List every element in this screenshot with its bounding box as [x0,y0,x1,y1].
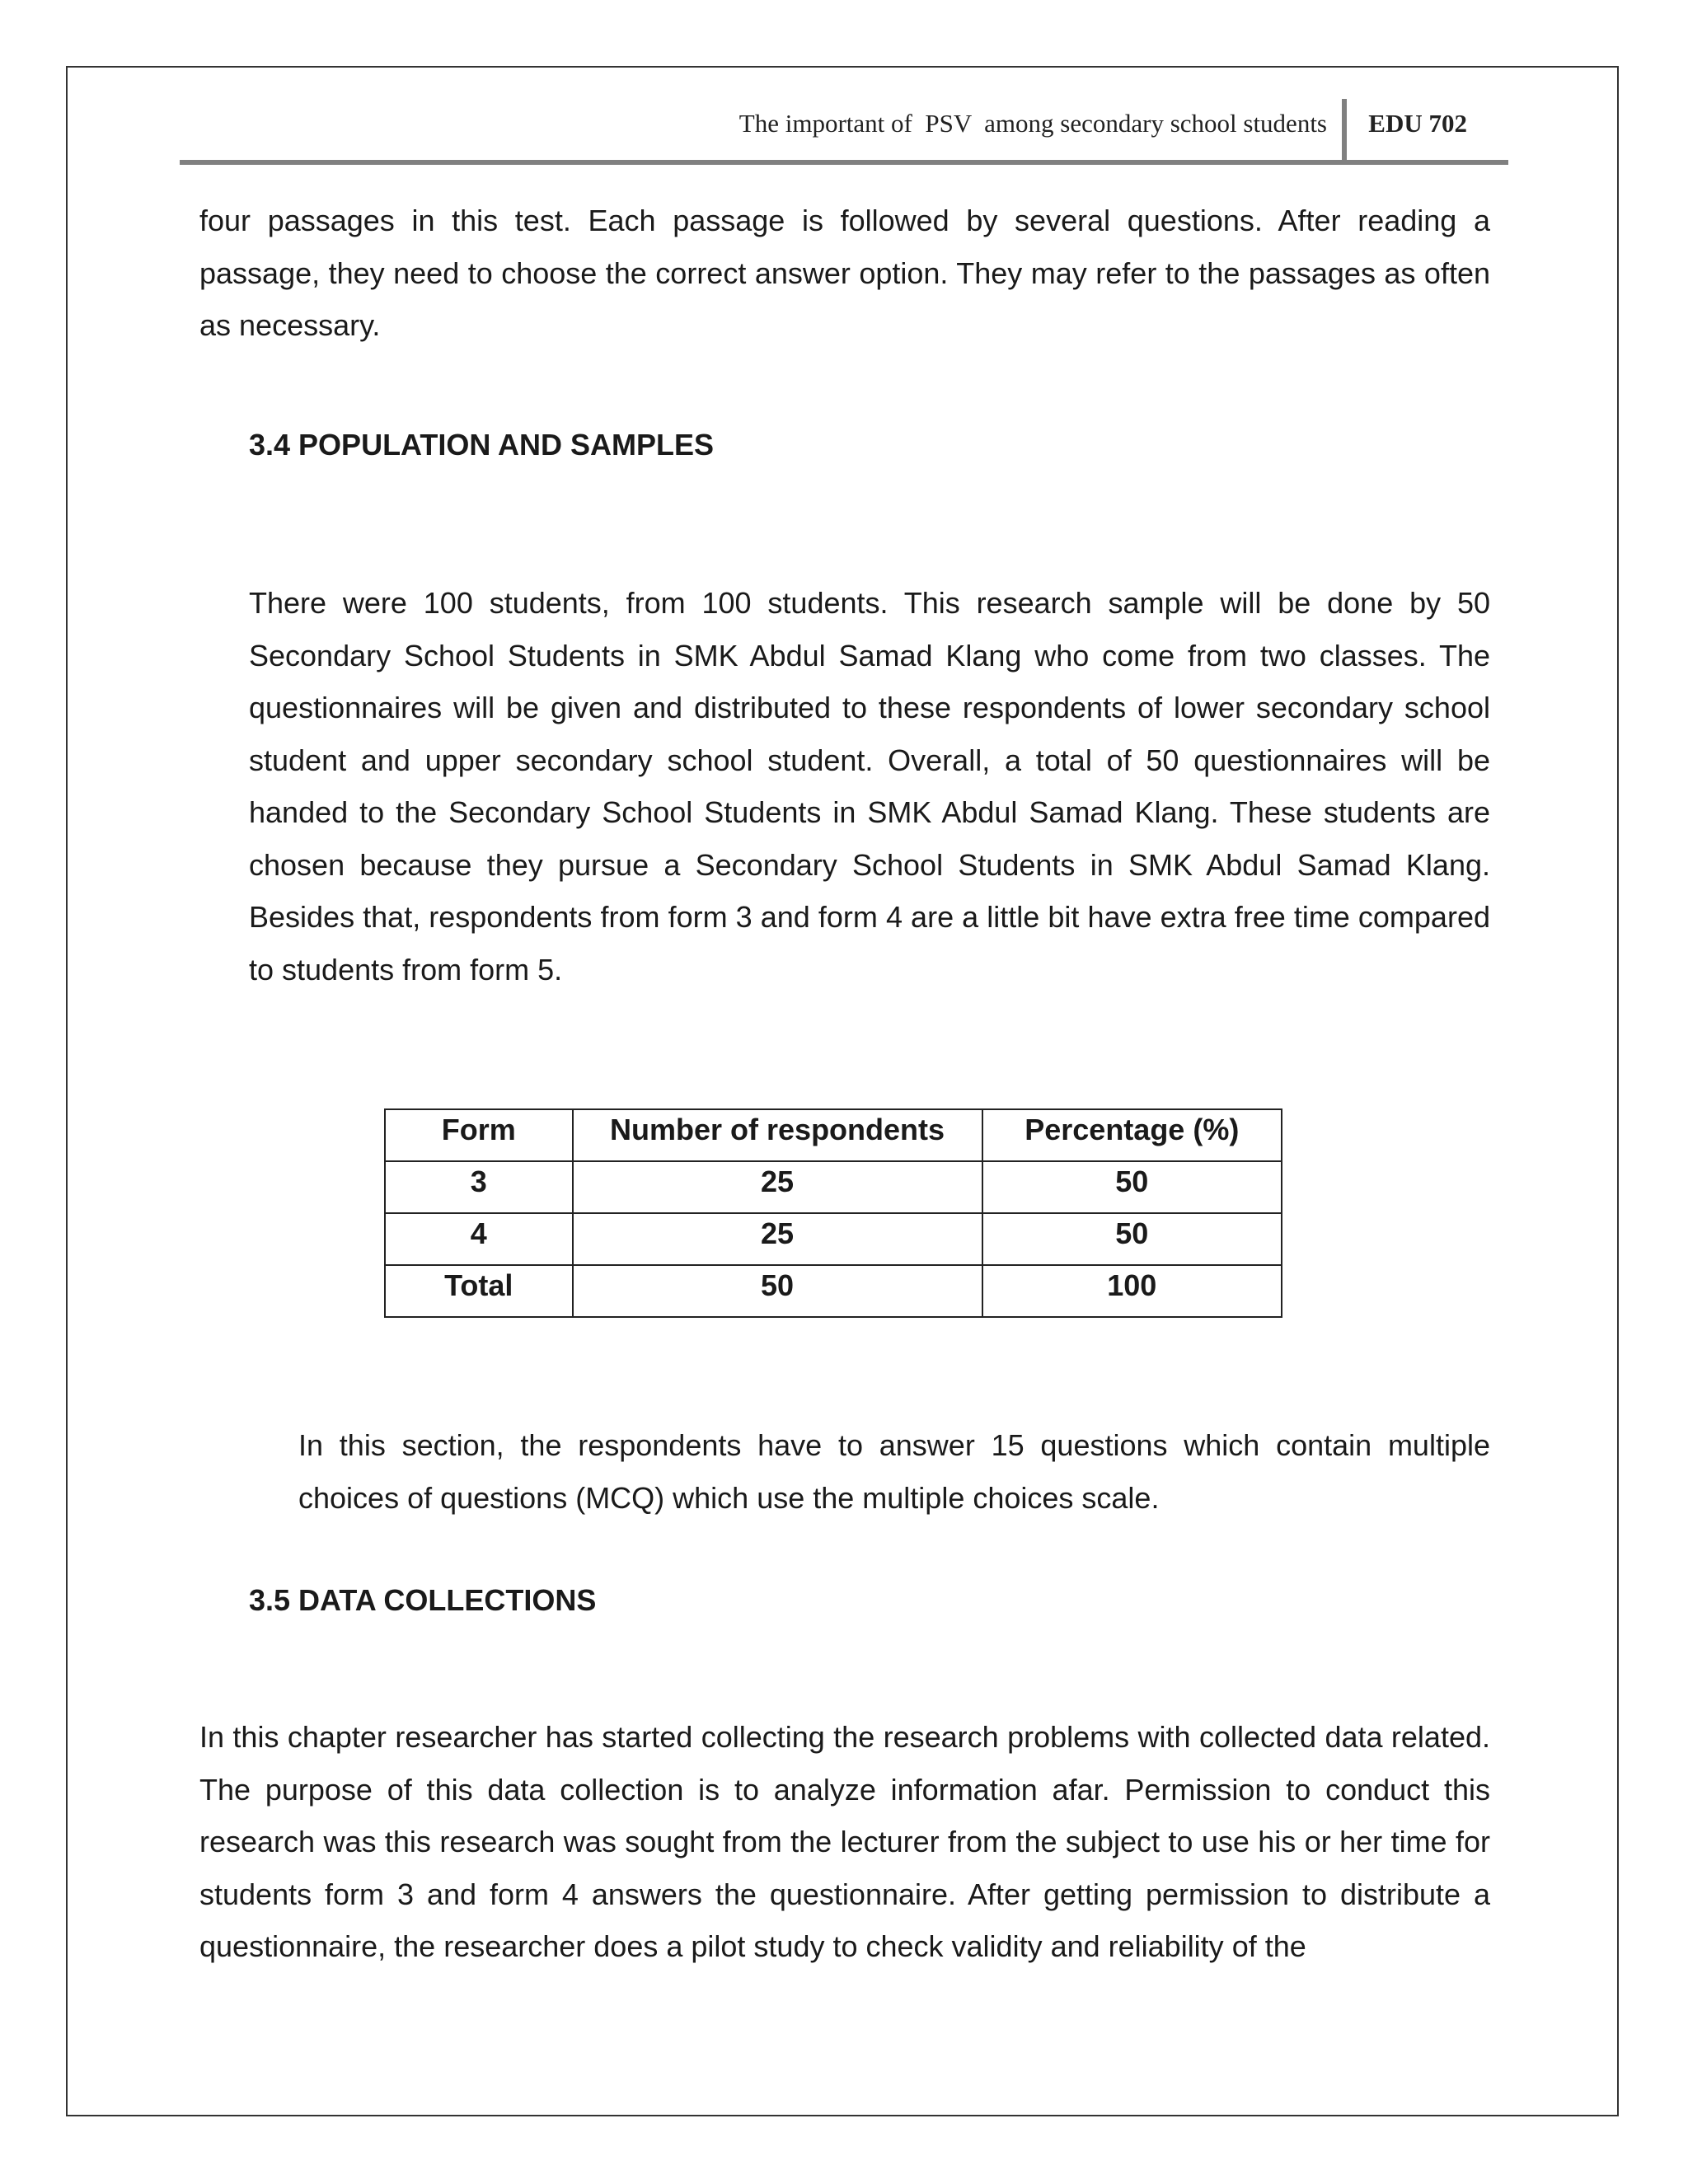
header-title: The important of PSV among secondary school students [738,109,1327,138]
table-header-cell: Percentage (%) [982,1109,1282,1161]
table-cell: 3 [385,1161,573,1213]
table-cell: Total [385,1265,573,1317]
mcq-paragraph: In this section, the respondents have to answer 15 questions which contain multiple choices of questions (MCQ) which use the multiple choices scale. [298,1428,1490,1515]
table-row [385,1265,1282,1317]
table-cell: 50 [573,1265,982,1317]
header-course-code: EDU 702 [1368,109,1467,138]
table-cell: 25 [573,1161,982,1213]
table-cell: 100 [982,1265,1282,1317]
intro-paragraph: four passages in this test. Each passage is followed by several questions. After reading a passage, they need to choose the correct answer option. They may refer to the passages as often as necessary. [199,204,1490,342]
section-heading-population: 3.4 POPULATION AND SAMPLES [249,428,715,462]
table-header-cell: Number of respondents [573,1109,982,1161]
header-rule [180,160,1508,165]
table-header-cell: Form [385,1109,573,1161]
table-cell: 50 [982,1213,1282,1265]
table-row [385,1213,1282,1265]
table-row [385,1161,1282,1213]
respondents-table [384,1108,1282,1318]
table-cell: 4 [385,1213,573,1265]
table-cell: 25 [573,1213,982,1265]
table-cell: 50 [982,1161,1282,1213]
header-separator [1342,99,1347,162]
population-paragraph: There were 100 students, from 100 students. This research sample will be done by 50 Secondary School Students in SMK Abdul Samad Klang who come from two classes. The questionnaires will be given and distributed to these respondents of lower secondary school student and upper secondary school student. Overall, a total of 50 questionnaires will be handed to the Secondary School Students in SMK Abdul Samad Klang. These students are chosen because they pursue a Secondary School Students in SMK Abdul Samad Klang. Besides that, respondents from form 3 and form 4 are a little bit have extra free time compared to students from form 5. [249,586,1490,987]
section-heading-data-collections: 3.5 DATA COLLECTIONS [249,1583,597,1617]
page-header [180,99,1508,165]
data-collection-paragraph: In this chapter researcher has started collecting the research problems with collected data related. The purpose of this data collection is to analyze information afar. Permission to conduct this research was this research was sought from the lecturer from the subject to use his or her time for students form 3 and form 4 answers the questionnaire. After getting permission to distribute a questionnaire, the researcher does a pilot study to check validity and reliability of the [199,1720,1490,1963]
table-header-row [385,1109,1282,1161]
